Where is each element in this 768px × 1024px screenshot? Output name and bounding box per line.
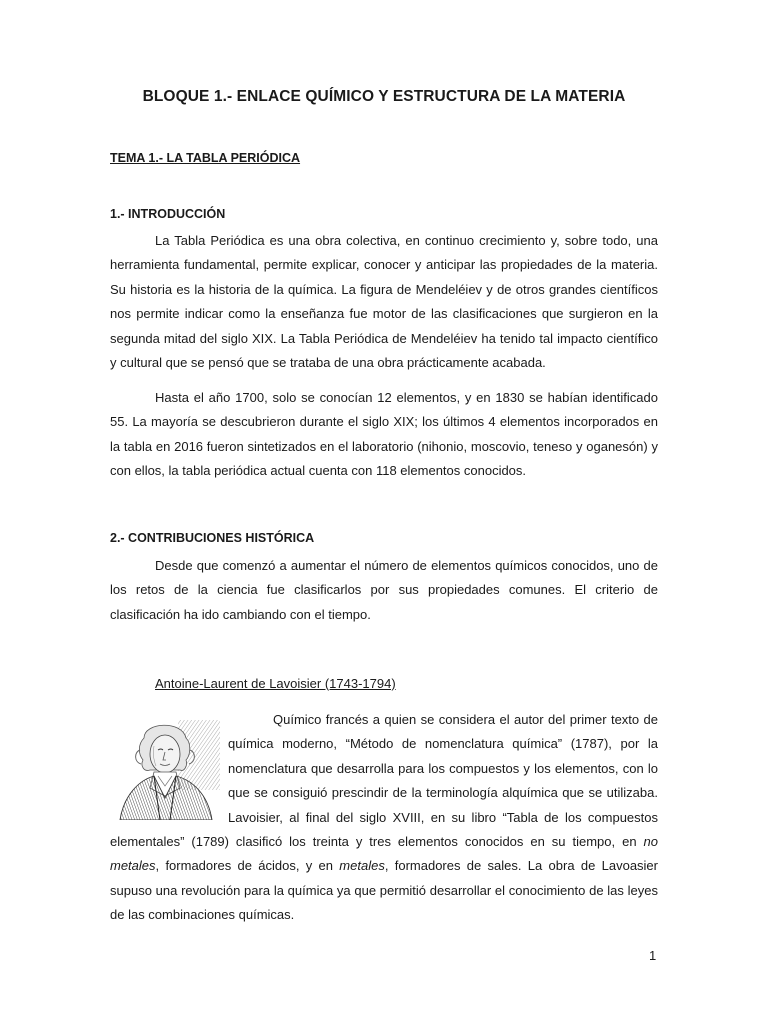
lavoisier-text-part-2: , formadores de ácidos, y en: [155, 858, 340, 874]
lavoisier-text-part-3: , formadores de sales. La obra de Lavoasier supuso una revolución para la química ya que permitió desarrollar el conocimiento de las leyes de las combinaciones químicas.: [110, 858, 658, 923]
lavoisier-paragraph: [110, 708, 658, 928]
tema-heading: TEMA 1.- LA TABLA PERIÓDICA: [110, 151, 301, 165]
document-title: BLOQUE 1.- ENLACE QUÍMICO Y ESTRUCTURA DE LA MATERIA: [142, 88, 626, 105]
intro-paragraph-2: Hasta el año 1700, solo se conocían 12 elementos, y en 1830 se habían identificado 55. La mayoría se descubrieron durante el siglo XIX; los últimos 4 elementos incorporados en la tabla en 2016 fueron sintetizados en el laboratorio (nihonio, moscovio, teneso y oganesón) y con ellos, la tabla periódica actual cuenta con 118 elementos conocidos.: [110, 390, 658, 479]
lavoisier-subheading: Antoine-Laurent de Lavoisier (1743-1794): [155, 676, 396, 691]
page-number: 1: [649, 948, 657, 963]
portrait-wrap-spacer: [110, 708, 228, 828]
section-2-heading: 2.- CONTRIBUCIONES HISTÓRICA: [110, 531, 315, 545]
lavoisier-text-part-1: Químico francés a quien se considera el autor del primer texto de química moderno, “Método de nomenclatura química” (1787), por la nomenclatura que desarrolla para los compuestos y los elementos, con lo que se consiguió prescindir de la terminología alquímica que se utilizaba. Lavoisier, al final del siglo XVIII, en su libro “Tabla de los compuestos elementales” (1789) clasificó los treinta y tres elementos conocidos en su tiempo, en: [110, 712, 658, 850]
intro-paragraph-1: La Tabla Periódica es una obra colectiva, en continuo crecimiento y, sobre todo, una herramienta fundamental, permite explicar, conocer y anticipar las propiedades de la materia. Su historia es la historia de la química. La figura de Mendeléiev y de otros grandes científicos nos permite indicar como la enseñanza fue motor de las clasificaciones que surgieron en la segunda mitad del siglo XIX. La Tabla Periódica de Mendeléiev ha tenido tal impacto científico y cultural que se pensó que se trataba de una obra prácticamente acabada.: [110, 233, 658, 371]
contributions-paragraph: Desde que comenzó a aumentar el número de elementos químicos conocidos, uno de los retos de la ciencia fue clasificarlos por sus propiedades comunes. El criterio de clasificación ha ido cambiando con el tiempo.: [110, 558, 658, 622]
lavoisier-italic-metales: metales: [339, 858, 385, 874]
lavoisier-italic-no-metales: no metales: [110, 834, 658, 874]
section-1-heading: 1.- INTRODUCCIÓN: [110, 207, 226, 221]
